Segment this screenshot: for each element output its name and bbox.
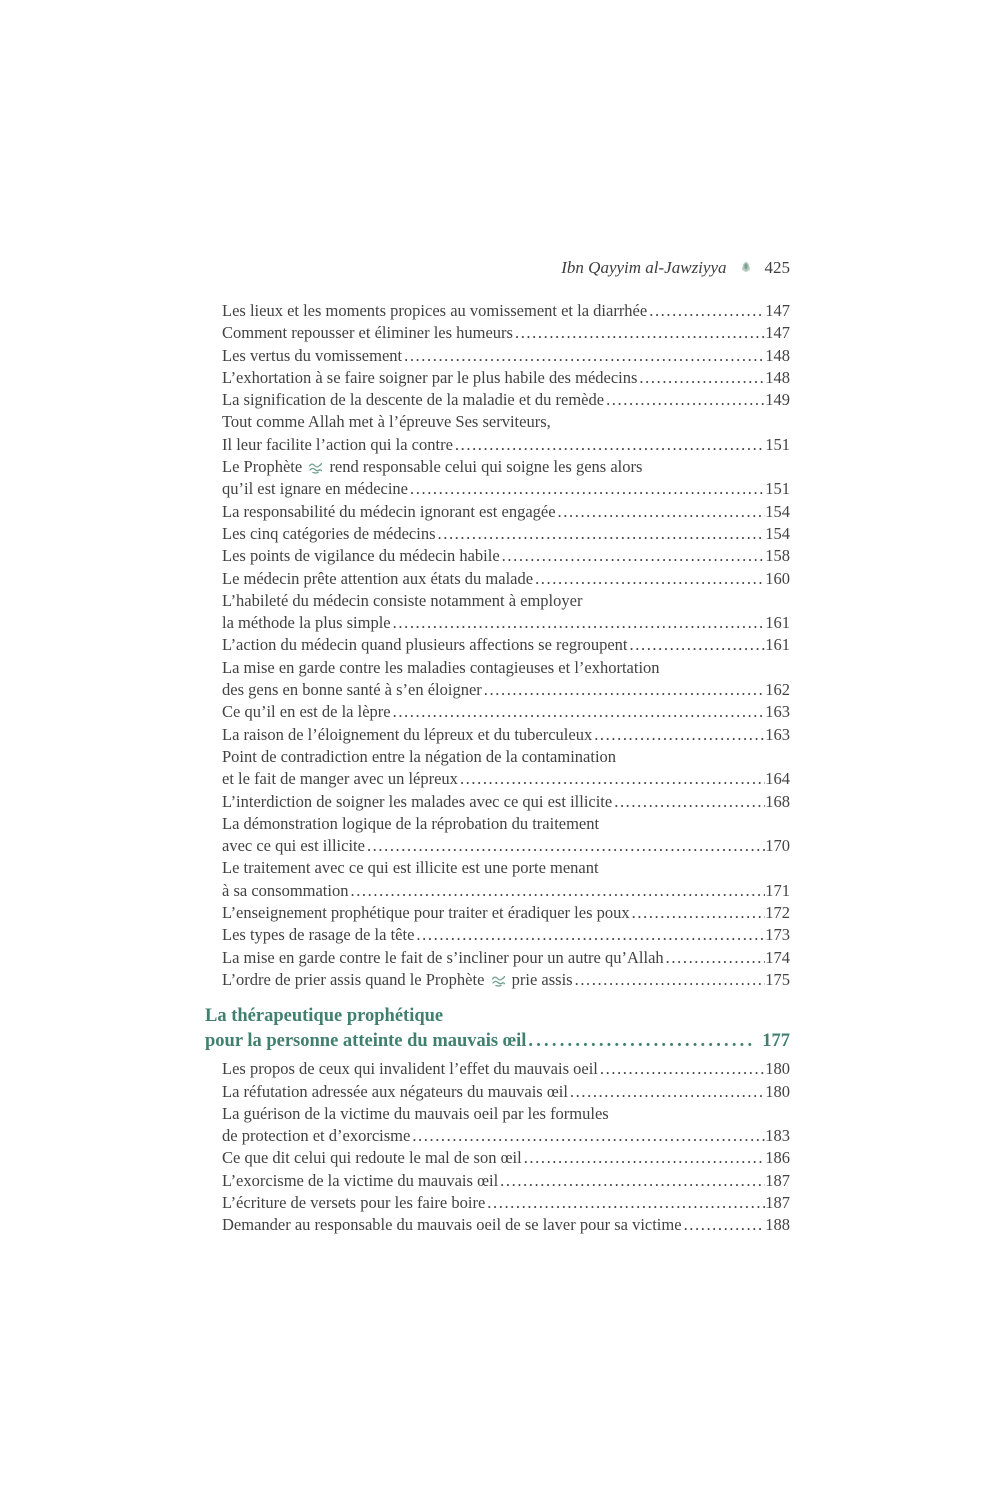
- toc-entry-text: L’interdiction de soigner les malades avec ce qui est illicite: [222, 791, 613, 811]
- entry-page-number: 148: [765, 367, 790, 387]
- toc-entry-text: des gens en bonne santé à s’en éloigner: [222, 680, 482, 700]
- toc-entry-text: Le traitement avec ce qui est illicite est une porte menant: [222, 858, 599, 878]
- entry-page-number: 170: [765, 836, 790, 856]
- toc-entry-line: [222, 568, 790, 590]
- dot-leader: [500, 545, 766, 567]
- entry-page-number: 163: [765, 702, 790, 722]
- toc-entry-text: Tout comme Allah met à l’épreuve Ses serviteurs,: [222, 412, 551, 432]
- toc-entry-line: [222, 322, 790, 344]
- toc-entry-text: L’exorcisme de la victime du mauvais œil: [222, 1170, 499, 1190]
- toc-entry-line: [222, 634, 790, 656]
- toc-entry-line: [205, 1029, 790, 1054]
- toc-entry-line: [222, 411, 790, 433]
- toc-entry-line: [222, 590, 790, 612]
- toc-entry-line: [222, 434, 790, 456]
- toc-entry-text: Les cinq catégories de médecins: [222, 523, 436, 543]
- toc-entry-text: Le Prophète rend responsable celui qui soigne les gens alors: [222, 457, 643, 477]
- toc-entry-text: Les vertus du vomissement: [222, 345, 403, 365]
- dot-leader: [498, 1170, 765, 1192]
- entry-page-number: 188: [765, 1215, 790, 1235]
- entry-page-number: 161: [765, 613, 790, 633]
- entry-page-number: 180: [765, 1081, 790, 1101]
- toc-entry-line: [222, 1147, 790, 1169]
- toc-entry-text: La raison de l’éloignement du lépreux et du tuberculeux: [222, 724, 593, 744]
- running-head: [222, 257, 790, 279]
- toc-entry-line: [222, 857, 790, 879]
- toc-chapter-heading: [205, 1004, 790, 1053]
- toc-entry-text: L’enseignement prophétique pour traiter et éradiquer les poux: [222, 903, 630, 923]
- toc-entry-line: [222, 701, 790, 723]
- entry-page-number: 161: [765, 635, 790, 655]
- entry-page-number: 177: [762, 1030, 790, 1051]
- dot-leader: [402, 345, 765, 367]
- page-content: [205, 257, 790, 1237]
- dot-leader: [482, 679, 765, 701]
- toc-entry-text: L’exhortation à se faire soigner par le plus habile des médecins: [222, 367, 638, 387]
- entry-page-number: 172: [765, 903, 790, 923]
- toc-entry-text: La démonstration logique de la réprobation du traitement: [222, 813, 600, 833]
- prophet-saws-icon: [306, 457, 329, 476]
- dot-leader: [533, 568, 765, 590]
- toc-entry-text: La guérison de la victime du mauvais oeil par les formules: [222, 1103, 609, 1123]
- toc-entry-text: Le médecin prête attention aux états du malade: [222, 568, 534, 588]
- toc-entry-text: Les points de vigilance du médecin habile: [222, 546, 500, 566]
- running-head-page-number: 425: [764, 258, 790, 277]
- entry-page-number: 173: [765, 925, 790, 945]
- toc-entry-line: [222, 768, 790, 790]
- entry-page-number: 151: [765, 479, 790, 499]
- toc-entry-line: [222, 724, 790, 746]
- toc-entry-line: [222, 456, 790, 478]
- entry-page-number: 187: [765, 1170, 790, 1190]
- dot-leader: [365, 835, 765, 857]
- entry-page-number: 183: [765, 1126, 790, 1146]
- toc-entry-line: [222, 612, 790, 634]
- toc-entry-text: Ce que dit celui qui redoute le mal de son œil: [222, 1148, 522, 1168]
- toc-entry-text: avec ce qui est illicite: [222, 836, 365, 856]
- toc-entry-text: La réfutation adressée aux négateurs du mauvais œil: [222, 1081, 568, 1101]
- dot-leader: [408, 478, 765, 500]
- toc-section-2: [222, 1058, 790, 1236]
- toc-entry-text: Comment repousser et éliminer les humeurs: [222, 323, 513, 343]
- toc-entry-line: [222, 880, 790, 902]
- dot-leader: [391, 701, 766, 723]
- entry-page-number: 164: [765, 769, 790, 789]
- toc-entry-text: L’ordre de prier assis quand le Prophète prie assis: [222, 969, 573, 989]
- entry-page-number: 160: [765, 568, 790, 588]
- entry-page-number: 163: [765, 724, 790, 744]
- toc-entry-line: [222, 1103, 790, 1125]
- toc-entry-line: [222, 924, 790, 946]
- dot-leader: [414, 924, 765, 946]
- toc-entry-text: la méthode la plus simple: [222, 613, 391, 633]
- toc-entry-line: [222, 367, 790, 389]
- toc-entry-line: [222, 947, 790, 969]
- dot-leader: [436, 523, 766, 545]
- toc-entry-text: et le fait de manger avec un lépreux: [222, 769, 458, 789]
- entry-page-number: 158: [765, 546, 790, 566]
- toc-entry-line: [222, 835, 790, 857]
- toc-entry-line: [222, 1125, 790, 1147]
- toc-entry-line: [222, 345, 790, 367]
- toc-entry-text: L’action du médecin quand plusieurs affections se regroupent: [222, 635, 628, 655]
- dot-leader: [573, 969, 766, 991]
- toc-entry-line: [222, 1081, 790, 1103]
- entry-page-number: 175: [765, 969, 790, 989]
- entry-page-number: 151: [765, 434, 790, 454]
- entry-page-number: 154: [765, 523, 790, 543]
- toc-entry-text: La responsabilité du médecin ignorant est engagée: [222, 501, 556, 521]
- toc-entry-text: Il leur facilite l’action qui la contre: [222, 434, 453, 454]
- toc-entry-text: pour la personne atteinte du mauvais œil: [205, 1030, 527, 1051]
- toc-entry-text: Ce qu’il en est de la lèpre: [222, 702, 391, 722]
- toc-entry-line: [222, 300, 790, 322]
- toc-entry-line: [222, 1192, 790, 1214]
- dot-leader: [647, 300, 765, 322]
- dot-leader: [612, 791, 765, 813]
- dot-leader: [592, 724, 765, 746]
- entry-page-number: 186: [765, 1148, 790, 1168]
- toc-entry-line: [222, 813, 790, 835]
- dot-leader: [513, 322, 765, 344]
- toc-section-1: [222, 300, 790, 991]
- entry-page-number: 180: [765, 1059, 790, 1079]
- dot-leader: [453, 434, 765, 456]
- toc-entry-line: [222, 657, 790, 679]
- entry-page-number: 162: [765, 680, 790, 700]
- dot-leader: [630, 902, 766, 924]
- toc-entry-line: [222, 969, 790, 991]
- dot-leader: [410, 1125, 765, 1147]
- toc-entry-text: de protection et d’exorcisme: [222, 1126, 411, 1146]
- dot-leader: [598, 1058, 765, 1080]
- toc-entry-line: [222, 478, 790, 500]
- floral-ornament-icon: [740, 258, 752, 280]
- toc-entry-line: [222, 1214, 790, 1236]
- toc-entry-line: [222, 791, 790, 813]
- dot-leader: [664, 947, 766, 969]
- prophet-saws-icon: [489, 970, 512, 989]
- dot-leader: [628, 634, 766, 656]
- toc-entry-text: Demander au responsable du mauvais oeil de se laver pour sa victime: [222, 1215, 682, 1235]
- entry-page-number: 148: [765, 345, 790, 365]
- dot-leader: [348, 880, 765, 902]
- toc-entry-text: Les lieux et les moments propices au vomissement et la diarrhée: [222, 301, 648, 320]
- toc-entry-text: La thérapeutique prophétique: [205, 1006, 444, 1027]
- toc-entry-line: [222, 523, 790, 545]
- entry-page-number: 168: [765, 791, 790, 811]
- dot-leader: [485, 1192, 765, 1214]
- dot-leader: [604, 389, 765, 411]
- toc-entry-line: [205, 1004, 790, 1029]
- entry-page-number: 174: [765, 947, 790, 967]
- toc-entry-text: L’écriture de versets pour les faire boire: [222, 1192, 486, 1212]
- toc-entry-text: La mise en garde contre le fait de s’incliner pour un autre qu’Allah: [222, 947, 664, 967]
- entry-page-number: 154: [765, 501, 790, 521]
- dot-leader: [637, 367, 765, 389]
- dot-leader: [526, 1029, 755, 1054]
- toc-entry-line: [222, 1170, 790, 1192]
- running-head-author: Ibn Qayyim al-Jawziyya: [561, 258, 727, 277]
- entry-page-number: 147: [765, 323, 790, 343]
- toc-entry-text: Point de contradiction entre la négation de la contamination: [222, 746, 617, 766]
- dot-leader: [522, 1147, 766, 1169]
- toc-entry-line: [222, 679, 790, 701]
- toc-entry-text: La mise en garde contre les maladies contagieuses et l’exhortation: [222, 657, 660, 677]
- toc-entry-line: [222, 902, 790, 924]
- toc-entry-text: Les types de rasage de la tête: [222, 925, 415, 945]
- entry-page-number: 171: [765, 880, 790, 900]
- toc-entry-text: Les propos de ceux qui invalident l’effet du mauvais oeil: [222, 1059, 598, 1079]
- toc-entry-line: [222, 501, 790, 523]
- dot-leader: [556, 501, 766, 523]
- toc-entry-line: [222, 389, 790, 411]
- dot-leader: [682, 1214, 766, 1236]
- toc-entry-text: à sa consommation: [222, 880, 349, 900]
- toc-entry-line: [222, 1058, 790, 1080]
- dot-leader: [568, 1081, 765, 1103]
- dot-leader: [458, 768, 765, 790]
- toc-entry-text: L’habileté du médecin consiste notamment à employer: [222, 590, 583, 610]
- entry-page-number: 147: [765, 301, 790, 320]
- dot-leader: [391, 612, 766, 634]
- toc-entry-line: [222, 545, 790, 567]
- toc-entry-text: La signification de la descente de la maladie et du remède: [222, 390, 605, 410]
- entry-page-number: 149: [765, 390, 790, 410]
- toc-entry-text: qu’il est ignare en médecine: [222, 479, 409, 499]
- toc-entry-line: [222, 746, 790, 768]
- entry-page-number: 187: [765, 1192, 790, 1212]
